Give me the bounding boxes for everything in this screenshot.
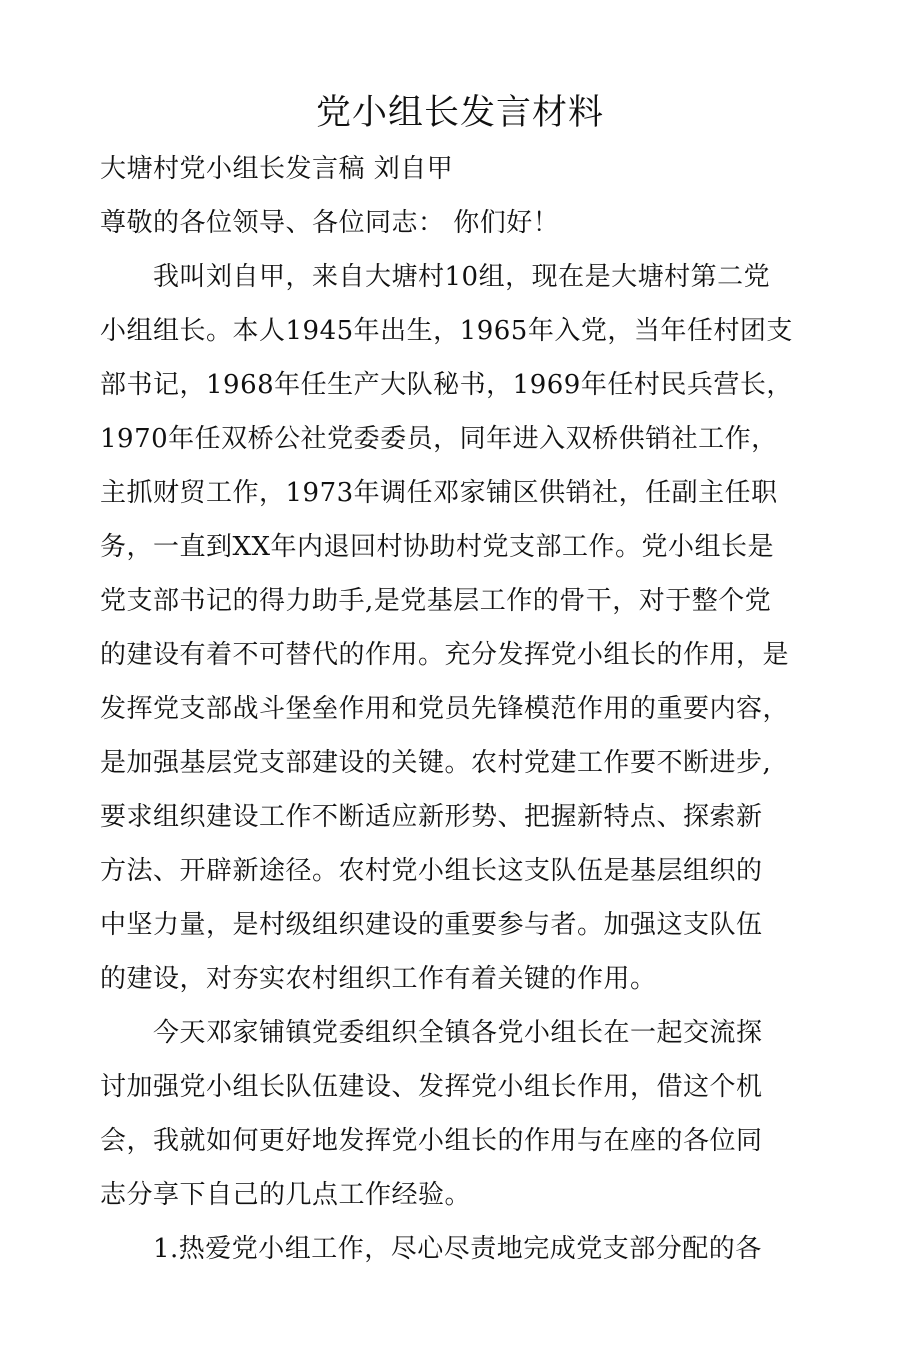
paragraph-line: 是加强基层党支部建设的关键。农村党建工作要不断进步, <box>100 748 772 778</box>
list-item-1: 1.热爱党小组工作，尽心尽责地完成党支部分配的各 <box>153 1234 762 1264</box>
paragraph-line: 要求组织建设工作不断适应新形势、把握新特点、探索新 <box>100 802 763 832</box>
subtitle-line: 大塘村党小组长发言稿 刘自甲 <box>100 154 454 184</box>
paragraph-line: 我叫刘自甲，来自大塘村10组，现在是大塘村第二党 <box>153 262 771 292</box>
paragraph-line: 今天邓家铺镇党委组织全镇各党小组长在一起交流探 <box>153 1018 763 1048</box>
paragraph-line: 的建设，对夯实农村组织工作有着关键的作用。 <box>100 964 657 994</box>
paragraph-line: 方法、开辟新途径。农村党小组长这支队伍是基层组织的 <box>100 856 763 886</box>
paragraph-line: 小组组长。本人1945年出生，1965年入党，当年任村团支 <box>100 316 793 346</box>
paragraph-line: 会，我就如何更好地发挥党小组长的作用与在座的各位同 <box>100 1126 763 1156</box>
greeting-line: 尊敬的各位领导、各位同志： 你们好！ <box>100 208 560 238</box>
paragraph-line: 志分享下自己的几点工作经验。 <box>100 1180 472 1210</box>
document-title: 党小组长发言材料 <box>315 93 604 133</box>
paragraph-line: 发挥党支部战斗堡垒作用和党员先锋模范作用的重要内容， <box>100 694 790 724</box>
paragraph-line: 讨加强党小组长队伍建设、发挥党小组长作用，借这个机 <box>100 1072 763 1102</box>
paragraph-line: 1970年任双桥公社党委委员，同年进入双桥供销社工作， <box>100 424 778 454</box>
paragraph-line: 的建设有着不可替代的作用。充分发挥党小组长的作用，是 <box>100 640 790 670</box>
paragraph-line: 部书记，1968年任生产大队秘书，1969年任村民兵营长， <box>100 370 793 400</box>
paragraph-line: 务，一直到XX年内退回村协助村党支部工作。党小组长是 <box>100 532 775 562</box>
paragraph-line: 主抓财贸工作，1973年调任邓家铺区供销社，任副主任职 <box>100 478 778 508</box>
paragraph-line: 中坚力量，是村级组织建设的重要参与者。加强这支队伍 <box>100 910 763 940</box>
paragraph-line: 党支部书记的得力助手,是党基层工作的骨干，对于整个党 <box>100 586 772 616</box>
